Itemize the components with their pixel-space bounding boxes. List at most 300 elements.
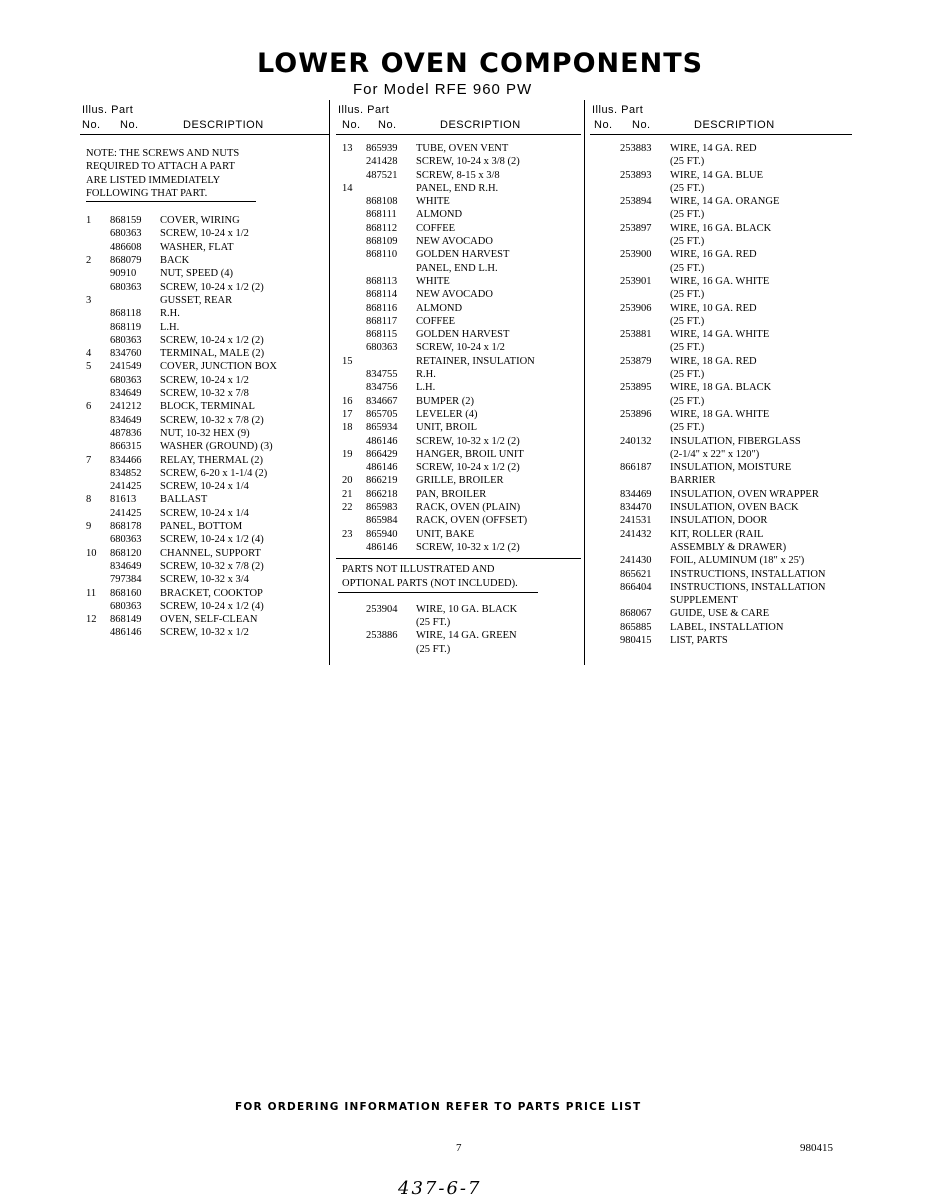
table-row xyxy=(590,262,852,275)
table-row xyxy=(80,334,330,347)
table-row xyxy=(590,381,852,394)
illus-no: 15 xyxy=(342,355,353,367)
table-row xyxy=(336,474,581,487)
part-no: 868159 xyxy=(110,215,142,227)
table-row xyxy=(590,568,852,581)
table-row xyxy=(590,288,852,301)
table-row xyxy=(336,408,581,421)
table-row xyxy=(336,195,581,208)
part-no: 868119 xyxy=(110,321,142,333)
part-no: 253894 xyxy=(620,196,652,208)
part-no: 865984 xyxy=(366,515,398,527)
table-row xyxy=(80,321,330,334)
table-row xyxy=(590,368,852,381)
table-row xyxy=(590,448,852,461)
table-row xyxy=(590,435,852,448)
part-no: 241430 xyxy=(620,555,652,567)
table-row xyxy=(336,208,581,221)
part-no: 834760 xyxy=(110,348,142,360)
part-no: 486146 xyxy=(110,627,142,639)
part-description: NUT, SPEED (4) xyxy=(160,268,234,280)
part-description: (25 FT.) xyxy=(416,617,451,629)
part-no: 868114 xyxy=(366,289,398,301)
part-description: SCREW, 10-32 x 1/2 (2) xyxy=(416,541,520,553)
table-row xyxy=(336,169,581,182)
part-description: WIRE, 18 GA. RED xyxy=(670,355,757,367)
table-row xyxy=(336,395,581,408)
model-subtitle: For Model RFE 960 PW xyxy=(353,81,533,98)
part-no: 865934 xyxy=(366,422,398,434)
part-description: TUBE, OVEN VENT xyxy=(416,143,509,154)
part-no: 253895 xyxy=(620,382,652,394)
part-description: SCREW, 8-15 x 3/8 xyxy=(416,169,500,181)
part-description: FOIL, ALUMINUM (18" x 25') xyxy=(670,555,805,567)
parts-column-3 xyxy=(590,102,852,647)
part-no: 241425 xyxy=(110,481,142,493)
part-description: WIRE, 14 GA. GREEN xyxy=(416,630,517,642)
table-row xyxy=(80,454,330,467)
part-no: 797384 xyxy=(110,574,142,586)
part-description: NEW AVOCADO xyxy=(416,289,493,301)
part-no: 834470 xyxy=(620,502,652,514)
table-row xyxy=(336,222,581,235)
table-row xyxy=(80,227,330,240)
part-description: OVEN, SELF-CLEAN xyxy=(160,614,258,626)
table-row xyxy=(590,621,852,634)
illus-no: 20 xyxy=(342,475,353,487)
part-description: SCREW, 10-24 x 1/4 xyxy=(160,507,249,519)
part-no: 680363 xyxy=(110,600,142,612)
part-no: 253886 xyxy=(366,630,398,642)
table-row xyxy=(590,528,852,541)
table-row xyxy=(590,607,852,620)
table-row xyxy=(80,507,330,520)
part-description: WIRE, 14 GA. WHITE xyxy=(670,329,770,341)
part-description: WIRE, 14 GA. BLUE xyxy=(670,169,764,181)
part-no: 81613 xyxy=(110,494,137,506)
part-no: 680363 xyxy=(110,334,142,346)
illus-no: 18 xyxy=(342,422,353,434)
part-no: 834667 xyxy=(366,395,398,407)
table-row xyxy=(590,594,852,607)
part-no: 241425 xyxy=(110,507,142,519)
part-description: COVER, WIRING xyxy=(160,215,240,227)
column-divider xyxy=(329,100,330,665)
part-no: 868115 xyxy=(366,329,398,341)
table-row xyxy=(336,643,581,656)
part-description: RETAINER, INSULATION xyxy=(416,355,535,367)
table-row xyxy=(590,248,852,261)
part-no: 865705 xyxy=(366,408,398,420)
table-row xyxy=(590,169,852,182)
part-description: WASHER (GROUND) (3) xyxy=(160,441,273,453)
table-row xyxy=(80,414,330,427)
table-row xyxy=(80,613,330,626)
part-description: WIRE, 14 GA. ORANGE xyxy=(670,196,780,208)
part-description: NEW AVOCADO xyxy=(416,236,493,248)
illus-no: 23 xyxy=(342,528,353,540)
part-no: 868108 xyxy=(366,196,398,208)
illus-no: 5 xyxy=(86,361,92,373)
part-no: 240132 xyxy=(620,435,652,447)
part-description: NUT, 10-32 HEX (9) xyxy=(160,427,250,439)
part-description: ASSEMBLY & DRAWER) xyxy=(670,541,787,553)
illus-no: 19 xyxy=(342,448,353,460)
optional-underline xyxy=(338,592,538,593)
part-no: 834466 xyxy=(110,454,142,466)
part-no: 866429 xyxy=(366,448,398,460)
part-description: SCREW, 6-20 x 1-1/4 (2) xyxy=(160,467,268,479)
part-description: BUMPER (2) xyxy=(416,395,475,407)
illus-no: 22 xyxy=(342,502,353,514)
part-no: 253897 xyxy=(620,222,652,234)
table-row xyxy=(590,408,852,421)
part-description: BLOCK, TERMINAL xyxy=(160,401,255,413)
table-row xyxy=(336,302,581,315)
illus-no: 21 xyxy=(342,488,353,500)
part-no: 865940 xyxy=(366,528,398,540)
table-row xyxy=(336,603,581,616)
part-no: 241428 xyxy=(366,156,398,168)
part-description: COVER, JUNCTION BOX xyxy=(160,361,277,373)
table-row xyxy=(336,541,581,554)
part-description: SUPPLEMENT xyxy=(670,595,738,607)
illus-no: 6 xyxy=(86,401,92,413)
table-row xyxy=(80,626,330,639)
header-illus-no: No. xyxy=(594,119,613,131)
optional-line: OPTIONAL PARTS (NOT INCLUDED). xyxy=(342,577,518,589)
part-description: SCREW, 10-32 x 3/4 xyxy=(160,574,249,586)
illus-no: 17 xyxy=(342,408,353,420)
part-description: UNIT, BROIL xyxy=(416,422,478,434)
table-row xyxy=(336,448,581,461)
table-row xyxy=(336,616,581,629)
table-row xyxy=(80,600,330,613)
part-no: 868079 xyxy=(110,255,142,267)
table-row xyxy=(80,480,330,493)
part-description: BARRIER xyxy=(670,475,716,487)
part-no: 865983 xyxy=(366,502,398,514)
table-row xyxy=(336,341,581,354)
part-description: L.H. xyxy=(416,382,436,394)
part-no: 865939 xyxy=(366,143,398,154)
part-description: UNIT, BAKE xyxy=(416,528,475,540)
part-description: PANEL, BOTTOM xyxy=(160,521,243,533)
part-no: 680363 xyxy=(110,534,142,546)
parts-list xyxy=(336,603,581,656)
part-no: 90910 xyxy=(110,268,137,280)
part-no: 253881 xyxy=(620,329,652,341)
part-no: 680363 xyxy=(110,281,142,293)
part-description: (25 FT.) xyxy=(670,182,705,194)
optional-line: PARTS NOT ILLUSTRATED AND xyxy=(342,564,495,576)
table-row xyxy=(80,307,330,320)
table-row xyxy=(336,328,581,341)
table-row xyxy=(590,634,852,647)
part-no: 868110 xyxy=(366,249,398,261)
table-row xyxy=(336,501,581,514)
part-description: (25 FT.) xyxy=(670,315,705,327)
column-header xyxy=(590,102,852,135)
table-row xyxy=(590,395,852,408)
table-row xyxy=(590,421,852,434)
part-description: INSTRUCTIONS, INSTALLATION xyxy=(670,568,826,580)
part-description: SCREW, 10-24 x 1/4 xyxy=(160,481,249,493)
part-description: (25 FT.) xyxy=(670,209,705,221)
column-header xyxy=(80,102,330,135)
part-description: SCREW, 10-24 x 1/2 xyxy=(416,342,505,354)
table-row xyxy=(80,281,330,294)
table-row xyxy=(336,381,581,394)
part-description: BACK xyxy=(160,255,190,267)
part-description: SCREW, 10-24 x 1/2 (4) xyxy=(160,534,264,546)
part-no: 680363 xyxy=(110,228,142,240)
table-row xyxy=(590,488,852,501)
table-row xyxy=(590,501,852,514)
part-description: (25 FT.) xyxy=(670,422,705,434)
part-description: WIRE, 18 GA. WHITE xyxy=(670,408,770,420)
illus-no: 3 xyxy=(86,294,92,306)
header-illus-no: No. xyxy=(342,119,361,131)
part-description: BRACKET, COOKTOP xyxy=(160,587,263,599)
table-row xyxy=(80,547,330,560)
part-description: GUIDE, USE & CARE xyxy=(670,608,770,620)
part-description: COFFEE xyxy=(416,222,456,234)
table-row xyxy=(80,214,330,227)
optional-parts-heading xyxy=(336,558,581,590)
page-title: LOWER OVEN COMPONENTS xyxy=(257,48,704,79)
part-description: ALMOND xyxy=(416,302,463,314)
part-no: 241531 xyxy=(620,515,652,527)
part-no: 486608 xyxy=(110,241,142,253)
part-no: 980415 xyxy=(620,634,652,646)
header-illus-no: No. xyxy=(82,119,101,131)
table-row xyxy=(590,182,852,195)
part-description: HANGER, BROIL UNIT xyxy=(416,448,524,460)
part-no: 241432 xyxy=(620,528,652,540)
table-row xyxy=(590,554,852,567)
part-description: SCREW, 10-24 x 3/8 (2) xyxy=(416,156,520,168)
part-description: COFFEE xyxy=(416,315,456,327)
part-no: 834756 xyxy=(366,382,398,394)
table-row xyxy=(80,254,330,267)
table-row xyxy=(590,275,852,288)
part-description: WHITE xyxy=(416,275,450,287)
table-row xyxy=(80,294,330,307)
part-description: (25 FT.) xyxy=(670,342,705,354)
part-no: 868113 xyxy=(366,275,398,287)
part-description: LABEL, INSTALLATION xyxy=(670,621,784,633)
table-row xyxy=(590,341,852,354)
table-row xyxy=(590,474,852,487)
table-row xyxy=(590,302,852,315)
part-description: WIRE, 10 GA. RED xyxy=(670,302,757,314)
part-description: (2-1/4" x 22" x 120") xyxy=(670,448,760,460)
part-description: GRILLE, BROILER xyxy=(416,475,504,487)
part-description: SCREW, 10-24 x 1/2 (4) xyxy=(160,600,264,612)
table-row xyxy=(336,248,581,261)
table-row xyxy=(336,488,581,501)
part-description: PANEL, END R.H. xyxy=(416,182,499,194)
illus-no: 16 xyxy=(342,395,353,407)
part-description: SCREW, 10-32 x 1/2 (2) xyxy=(416,435,520,447)
part-description: R.H. xyxy=(416,369,436,381)
part-no: 868160 xyxy=(110,587,142,599)
part-no: 253900 xyxy=(620,249,652,261)
table-row xyxy=(590,208,852,221)
part-description: GOLDEN HARVEST xyxy=(416,249,510,261)
table-row xyxy=(336,461,581,474)
part-description: L.H. xyxy=(160,321,180,333)
illus-no: 2 xyxy=(86,255,92,267)
table-row xyxy=(80,387,330,400)
part-no: 253896 xyxy=(620,408,652,420)
note-line: ARE LISTED IMMEDIATELY xyxy=(86,174,221,186)
table-row xyxy=(80,241,330,254)
part-no: 868120 xyxy=(110,547,142,559)
part-description: SCREW, 10-32 x 1/2 xyxy=(160,627,249,639)
part-description: INSULATION, MOISTURE xyxy=(670,462,792,474)
table-row xyxy=(80,467,330,480)
header-illus-part: Illus. Part xyxy=(82,104,134,116)
column-header xyxy=(336,102,581,135)
table-row xyxy=(336,315,581,328)
ordering-footer: FOR ORDERING INFORMATION REFER TO PARTS PRICE LIST xyxy=(235,1101,642,1113)
part-no: 834649 xyxy=(110,560,142,572)
part-no: 834649 xyxy=(110,388,142,400)
parts-column-1 xyxy=(80,102,330,640)
table-row xyxy=(80,533,330,546)
part-description: GUSSET, REAR xyxy=(160,294,233,306)
table-row xyxy=(336,629,581,642)
illus-no: 14 xyxy=(342,182,353,194)
part-description: RACK, OVEN (PLAIN) xyxy=(416,502,521,514)
part-description: GOLDEN HARVEST xyxy=(416,329,510,341)
illus-no: 9 xyxy=(86,521,92,533)
illus-no: 7 xyxy=(86,454,92,466)
note-line: NOTE: THE SCREWS AND NUTS xyxy=(86,148,240,159)
table-row xyxy=(590,155,852,168)
part-no: 834852 xyxy=(110,467,142,479)
parts-column-2 xyxy=(336,102,581,656)
part-description: TERMINAL, MALE (2) xyxy=(160,348,265,360)
part-description: ALMOND xyxy=(416,209,463,221)
part-description: (25 FT.) xyxy=(670,262,705,274)
table-row xyxy=(80,347,330,360)
part-description: WHITE xyxy=(416,196,450,208)
table-row xyxy=(590,235,852,248)
part-description: WIRE, 18 GA. BLACK xyxy=(670,382,772,394)
part-no: 868116 xyxy=(366,302,398,314)
part-description: R.H. xyxy=(160,308,180,320)
illus-no: 1 xyxy=(86,215,92,227)
part-description: INSTRUCTIONS, INSTALLATION xyxy=(670,581,826,593)
illus-no: 12 xyxy=(86,614,97,626)
part-description: SCREW, 10-24 x 1/2 (2) xyxy=(160,281,264,293)
table-row xyxy=(336,235,581,248)
parts-list xyxy=(336,135,581,554)
part-no: 486146 xyxy=(366,435,398,447)
part-no: 486146 xyxy=(366,462,398,474)
part-no: 868067 xyxy=(620,608,652,620)
part-no: 866219 xyxy=(366,475,398,487)
table-row xyxy=(590,355,852,368)
handwritten-note: 437-6-7 xyxy=(398,1178,482,1199)
part-description: (25 FT.) xyxy=(670,369,705,381)
part-description: PANEL, END L.H. xyxy=(416,262,498,274)
illus-no: 13 xyxy=(342,143,353,154)
table-row xyxy=(80,374,330,387)
part-no: 865621 xyxy=(620,568,652,580)
part-no: 253879 xyxy=(620,355,652,367)
part-description: (25 FT.) xyxy=(670,289,705,301)
table-row xyxy=(80,400,330,413)
table-row xyxy=(80,573,330,586)
part-no: 866404 xyxy=(620,581,652,593)
parts-list xyxy=(590,135,852,647)
part-no: 834469 xyxy=(620,488,652,500)
part-no: 866218 xyxy=(366,488,398,500)
part-no: 866315 xyxy=(110,441,142,453)
table-row xyxy=(590,514,852,527)
header-illus-part: Illus. Part xyxy=(592,104,644,116)
part-no: 680363 xyxy=(110,374,142,386)
part-description: SCREW, 10-24 x 1/2 xyxy=(160,374,249,386)
part-description: (25 FT.) xyxy=(670,156,705,168)
part-description: LEVELER (4) xyxy=(416,408,478,420)
part-description: WIRE, 16 GA. BLACK xyxy=(670,222,772,234)
illus-no: 8 xyxy=(86,494,92,506)
note-underline xyxy=(86,201,256,202)
note-block xyxy=(80,135,330,200)
table-row xyxy=(590,195,852,208)
part-description: (25 FT.) xyxy=(670,236,705,248)
illus-no: 10 xyxy=(86,547,97,559)
part-description: WASHER, FLAT xyxy=(160,241,234,253)
table-row xyxy=(80,520,330,533)
header-part-no: No. xyxy=(120,119,139,131)
table-row xyxy=(590,315,852,328)
part-description: INSULATION, DOOR xyxy=(670,515,768,527)
table-row xyxy=(336,528,581,541)
part-no: 865885 xyxy=(620,621,652,633)
table-row xyxy=(590,581,852,594)
header-description: DESCRIPTION xyxy=(183,119,264,131)
part-no: 866187 xyxy=(620,462,652,474)
document-number: 980415 xyxy=(800,1142,833,1154)
table-row xyxy=(590,222,852,235)
part-no: 253883 xyxy=(620,143,652,154)
part-description: RACK, OVEN (OFFSET) xyxy=(416,515,528,527)
header-part-no: No. xyxy=(632,119,651,131)
part-no: 486146 xyxy=(366,541,398,553)
table-row xyxy=(80,560,330,573)
part-no: 487521 xyxy=(366,169,398,181)
table-row xyxy=(336,262,581,275)
table-row xyxy=(590,328,852,341)
part-no: 253901 xyxy=(620,275,652,287)
header-illus-part: Illus. Part xyxy=(338,104,390,116)
part-no: 487836 xyxy=(110,427,142,439)
part-no: 680363 xyxy=(366,342,398,354)
part-no: 868149 xyxy=(110,614,142,626)
table-row xyxy=(336,368,581,381)
part-no: 834649 xyxy=(110,414,142,426)
illus-no: 11 xyxy=(86,587,97,599)
table-row xyxy=(80,493,330,506)
table-row xyxy=(80,427,330,440)
page-number: 7 xyxy=(456,1142,462,1154)
